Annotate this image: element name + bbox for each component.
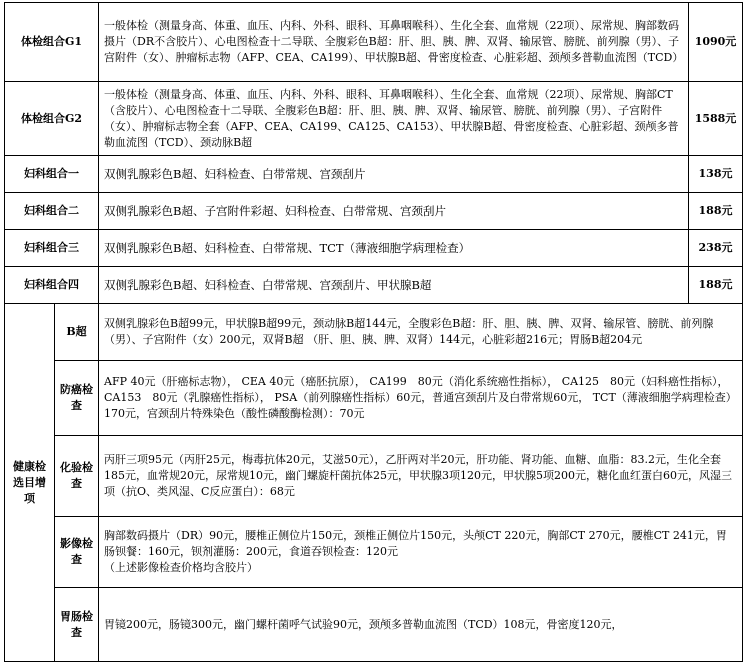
package-desc: 双侧乳腺彩色B超、妇科检查、白带常规、宫颈刮片、甲状腺B超 xyxy=(99,267,689,304)
package-price: 188元 xyxy=(689,193,743,230)
table-row-g1 xyxy=(5,3,743,82)
optional-item-name: B超 xyxy=(55,304,99,361)
optional-item-name: 防癌检查 xyxy=(55,361,99,436)
table-row-gyn3 xyxy=(5,230,743,267)
optional-item-note: （上述影像检查价格均含胶片） xyxy=(104,561,258,574)
table-row-gyn2 xyxy=(5,193,743,230)
optional-item-name: 影像检查 xyxy=(55,517,99,588)
optional-item-desc: AFP 40元（肝癌标志物）， CEA 40元（癌胚抗原）， CA199 80元（消化系统癌性指标）， CA125 80元（妇科癌性指标）， CA153 80元（乳腺癌性指标）， PSA（前列腺癌性指标）60元，普通宫颈刮片及白带常规60元， TCT（薄液细胞学病理检查）170元，宫颈刮片特殊染色（酸性磷酸酶检测）：70元 xyxy=(99,361,743,436)
package-name: 妇科组合一 xyxy=(5,156,99,193)
table-row-g2 xyxy=(5,82,743,156)
package-price: 1588元 xyxy=(689,82,743,156)
table-row-optional-cancer xyxy=(5,361,743,436)
package-price: 188元 xyxy=(689,267,743,304)
package-price: 1090元 xyxy=(689,3,743,82)
package-desc: 一般体检（测量身高、体重、血压、内科、外科、眼科、耳鼻咽喉科）、生化全套、血常规（22项）、尿常规、胸部CT（含胶片）、心电图检查十二导联、全腹彩色B超：肝、胆、胰、脾、双肾、输尿管、膀胱、前列腺（男）、子宫附件（女）、肿瘤标志物全套（AFP、CEA、CA199、CA125、CA153）、甲状腺B超、骨密度检查、心脏彩超、颈颅多普勒血流图（TCD）、颈动脉B超 xyxy=(99,82,689,156)
package-name: 体检组合G2 xyxy=(5,82,99,156)
optional-item-desc-cell xyxy=(99,517,743,588)
table-row-optional-imaging xyxy=(5,517,743,588)
optional-item-name: 胃肠检查 xyxy=(55,588,99,662)
optional-item-desc: 双侧乳腺彩色B超99元，甲状腺B超99元，颈动脉B超144元，全腹彩色B超：肝、胆、胰、脾、双肾、输尿管、膀胱、前列腺（男）、子宫附件（女）200元，双肾B超 （肝、胆、胰、脾、双肾）144元，心脏彩超216元；胃肠B超204元 xyxy=(99,304,743,361)
optional-item-desc: 胃镜200元，肠镜300元，幽门螺杆菌呼气试验90元，颈颅多普勒血流图（TCD）108元，骨密度120元， xyxy=(99,588,743,662)
package-name: 妇科组合三 xyxy=(5,230,99,267)
optional-item-desc: 胸部数码摄片（DR）90元，腰椎正侧位片150元，颈椎正侧位片150元，头颅CT 220元，胸部CT 270元，腰椎CT 241元，胃肠钡餐：160元，钡剂灌肠：200元，食道吞钡检查：120元 xyxy=(104,529,727,558)
package-price: 238元 xyxy=(689,230,743,267)
table-row-optional-lab xyxy=(5,436,743,517)
table-row-gyn1 xyxy=(5,156,743,193)
package-desc: 一般体检（测量身高、体重、血压、内科、外科、眼科、耳鼻咽喉科）、生化全套、血常规（22项）、尿常规、胸部数码摄片（DR不含胶片）、心电图检查十二导联、全腹彩色B超：肝、胆、胰、脾、双肾、输尿管、膀胱、前列腺（男）、子宫附件（女）、肿瘤标志物（AFP、CEA、CA199）、甲状腺B超、骨密度检查、心脏彩超、颈颅多普勒血流图（TCD） xyxy=(99,3,689,82)
package-name: 妇科组合四 xyxy=(5,267,99,304)
table-row-optional-gastro xyxy=(5,588,743,662)
optional-item-desc: 丙肝三项95元（丙肝25元，梅毒抗体20元，艾滋50元），乙肝两对半20元，肝功能、肾功能、血糖、血脂：83.2元，生化全套185元，血常规20元，尿常规10元，幽门螺旋杆菌抗体25元，甲状腺3项120元，甲状腺5项200元，糖化血红蛋白60元，风湿三项（抗O、类风湿、C反应蛋白）：68元 xyxy=(99,436,743,517)
price-table xyxy=(4,2,743,662)
package-price: 138元 xyxy=(689,156,743,193)
optional-item-name: 化验检查 xyxy=(55,436,99,517)
package-name: 体检组合G1 xyxy=(5,3,99,82)
table-row-gyn4 xyxy=(5,267,743,304)
package-name: 妇科组合二 xyxy=(5,193,99,230)
table-row-optional-ultrasound xyxy=(5,304,743,361)
optional-category: 健康检选目增项 xyxy=(5,304,55,662)
package-desc: 双侧乳腺彩色B超、妇科检查、白带常规、TCT（薄液细胞学病理检查） xyxy=(99,230,689,267)
package-desc: 双侧乳腺彩色B超、妇科检查、白带常规、宫颈刮片 xyxy=(99,156,689,193)
package-desc: 双侧乳腺彩色B超、子宫附件彩超、妇科检查、白带常规、宫颈刮片 xyxy=(99,193,689,230)
